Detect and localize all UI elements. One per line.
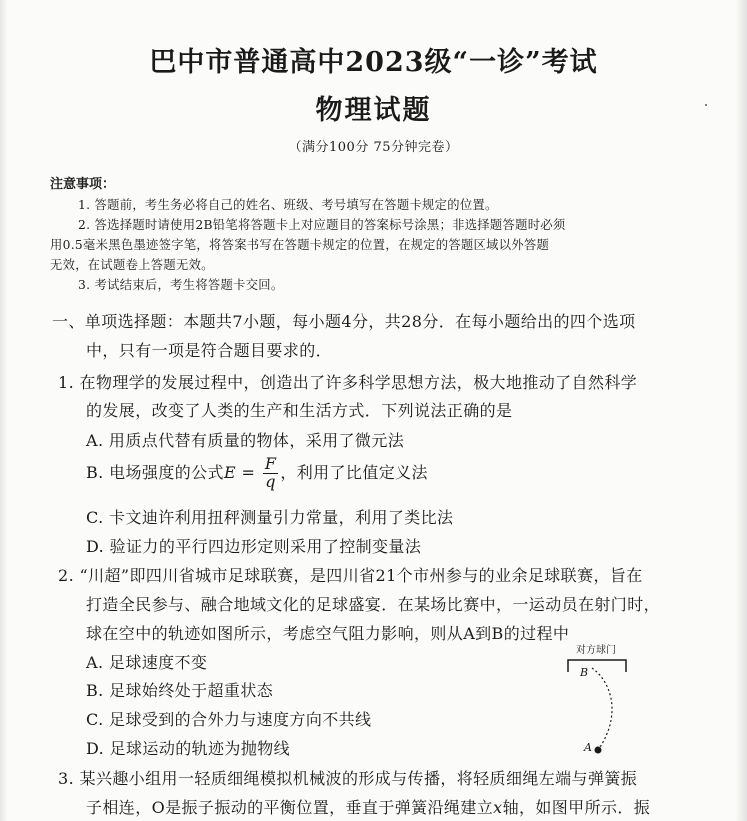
q3-stem-suffix: 轴，如图甲所示．振: [502, 798, 651, 817]
q1-option-b: [86, 456, 428, 491]
formula-e: E: [223, 462, 237, 482]
formula-fraction: [263, 456, 279, 491]
q2-stem-line-2: 打造全民参与、融合地域文化的足球盛宴．在某场比赛中，一运动员在射门时，: [86, 595, 661, 614]
goal-label: 对方球门: [576, 645, 616, 656]
section-1-heading-cont: 中，只有一项是符合题目要求的．: [86, 341, 333, 360]
q3-stem-prefix: 子相连，O是振子振动的平衡位置，垂直于弹簧沿绳建立: [86, 798, 494, 817]
q2-option-b: B. 足球始终处于超重状态: [86, 681, 274, 700]
q1-option-b-prefix: B. 电场强度的公式: [86, 462, 224, 482]
q3-stem-line-1: 3. 某兴趣小组用一轻质细绳模拟机械波的形成与传播，将轻质细绳左端与弹簧振: [58, 769, 638, 788]
formula-numerator: F: [264, 454, 277, 473]
q2-stem-line-1: 2. “川超”即四川省城市足球联赛，是四川省21个市州参与的业余足球联赛，旨在: [58, 566, 643, 585]
q2-option-a: A. 足球速度不变: [86, 653, 208, 672]
notice-line-4: 无效，在试题卷上答题无效。: [50, 258, 214, 272]
q3-stem-line-2: [86, 795, 650, 818]
axis-x-symbol: x: [493, 798, 503, 817]
q1-option-c: C. 卡文迪许利用扭秤测量引力常量，利用了类比法: [86, 508, 454, 527]
point-a-label: A: [584, 741, 592, 754]
subject-title: 物理试题: [315, 95, 432, 126]
trajectory-figure: [560, 638, 650, 763]
q2-stem-line-3: 球在空中的轨迹如图所示，考虑空气阻力影响，则从A到B的过程中: [86, 624, 570, 643]
goal-frame: [568, 660, 626, 672]
notice-line-5: 3. 考试结束后，考生将答题卡交回。: [78, 278, 284, 292]
point-b-label: B: [580, 666, 589, 679]
notice-line-1: 1. 答题前，考生务必将自己的姓名、班级、考号填写在答题卡规定的位置。: [78, 198, 498, 212]
q2-option-d: D. 足球运动的轨迹为抛物线: [86, 739, 291, 758]
section-1-heading: 一、单项选择题：本题共7小题，每小题4分，共28分．在每小题给出的四个选项: [52, 312, 636, 331]
formula-equals: =: [236, 462, 261, 482]
q1-option-b-suffix: ，利用了比值定义法: [280, 462, 428, 482]
q1-option-d: D. 验证力的平行四边形定则采用了控制变量法: [86, 537, 422, 556]
q2-option-c: C. 足球受到的合外力与速度方向不共线: [86, 710, 372, 729]
ball-icon: [595, 747, 602, 754]
exam-title: 巴中市普通高中2023级“一诊”考试: [149, 47, 598, 78]
q1-stem-line-1: 1. 在物理学的发展过程中，创造出了许多科学思想方法，极大地推动了自然科学: [58, 373, 638, 392]
notice-line-3: 用0.5毫米黑色墨迹签字笔，将答案书写在答题卡规定的位置，在规定的答题区域以外答题: [50, 238, 550, 252]
notice-heading: 注意事项：: [50, 177, 116, 192]
q1-stem-line-2: 的发展，改变了人类的生产和生活方式．下列说法正确的是: [86, 401, 513, 420]
formula-denominator: q: [265, 471, 276, 491]
q1-option-a: A. 用质点代替有质量的物体，采用了微元法: [86, 431, 405, 450]
notice-line-2: 2. 答选择题时请使用2B铅笔将答题卡上对应题目的答案标号涂黑；非选择题答题时必须: [78, 218, 566, 232]
score-time-note: （满分100分 75分钟完卷）: [288, 140, 459, 155]
ball-trajectory: [592, 668, 612, 750]
